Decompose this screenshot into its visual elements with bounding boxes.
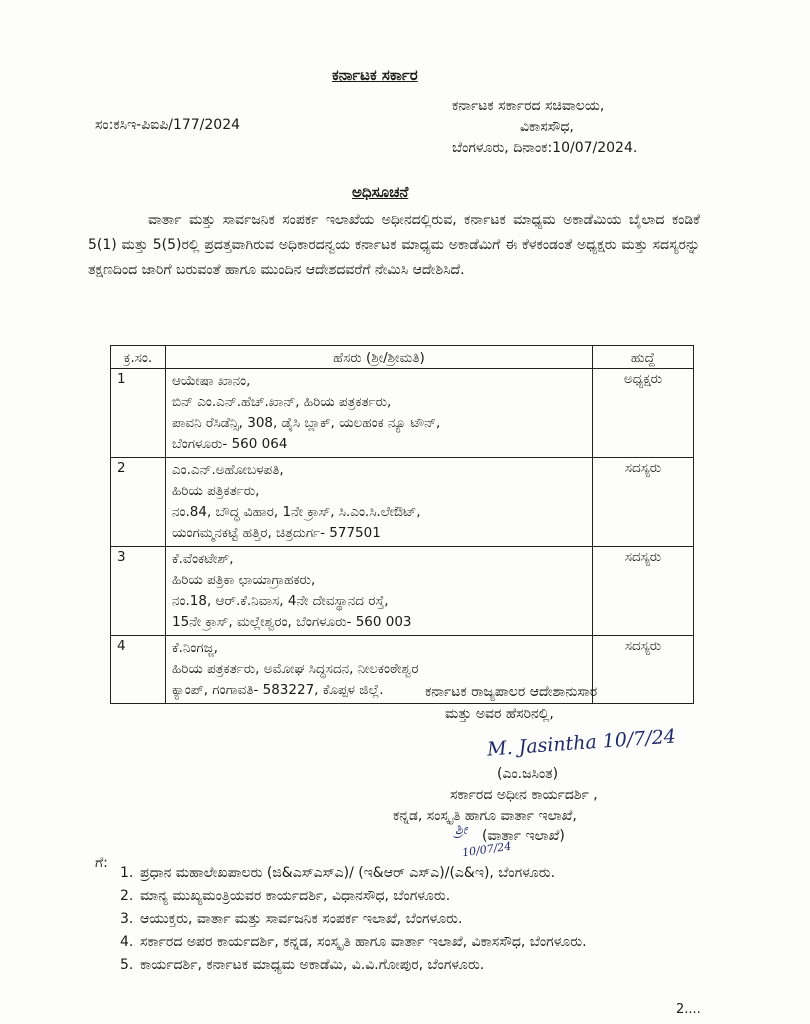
row-line: ಕೆ.ವೆಂಕಟೇಶ್, bbox=[172, 551, 234, 567]
signatory-subdepartment: (ವಾರ್ತಾ ಇಲಾಖೆ) bbox=[482, 828, 565, 844]
list-item bbox=[95, 885, 715, 908]
list-item bbox=[95, 908, 715, 931]
row-line: ನಂ.84, ಬೌದ್ಧ ವಿಹಾರ, 1ನೇ ಕ್ರಾಸ್, ಸಿ.ಎಂ.ಸಿ.ಲೇಔಟ್, bbox=[172, 504, 421, 520]
handwritten-signature: M. Jasintha 10/7/24 bbox=[486, 725, 677, 761]
row-post: ಸದಸ್ಯರು bbox=[593, 547, 694, 636]
list-item-text: ಮಾನ್ಯ ಮುಖ್ಯಮಂತ್ರಿಯವರ ಕಾರ್ಯದರ್ಶಿ, ವಿಧಾನಸೌಧ, ಬೆಂಗಳೂರು. bbox=[140, 888, 451, 904]
order-line-1: ಕರ್ನಾಟಕ ರಾಜ್ಯಪಾಲರ ಆದೇಶಾನುಸಾರ bbox=[425, 684, 598, 700]
list-item-number: 3. bbox=[120, 911, 134, 927]
table-row bbox=[111, 547, 694, 636]
row-post: ಸದಸ್ಯರು bbox=[593, 636, 694, 704]
signatory-designation: ಸರ್ಕಾರದ ಅಧೀನ ಕಾರ್ಯದರ್ಶಿ , bbox=[450, 787, 598, 803]
table-header-row bbox=[111, 346, 694, 369]
list-item-text: ಪ್ರಧಾನ ಮಹಾಲೇಖಪಾಲರು (ಜಿ&ಎಸ್‌ಎಸ್‌ಎ)/ (ಇ&ಆರ್ ಎಸ್‌ಎ)/(ಎ&ಇ), ಬೆಂಗಳೂರು. bbox=[140, 865, 556, 881]
list-item-number: 2. bbox=[120, 888, 134, 904]
table-row bbox=[111, 636, 694, 704]
address-date-line: ಬೆಂಗಳೂರು, ದಿನಾಂಕ:10/07/2024. bbox=[452, 140, 638, 156]
copies-label: ಗೆ: bbox=[95, 855, 108, 871]
row-serial: 2 bbox=[111, 458, 166, 547]
list-item-number: 4. bbox=[120, 934, 134, 950]
row-line: ಕೆ.ನಿಂಗಜ್ಜ, bbox=[172, 640, 218, 656]
table-row bbox=[111, 458, 694, 547]
initial-date: 10/07/24 bbox=[461, 839, 513, 860]
page-number: 2.... bbox=[676, 1002, 701, 1017]
row-line: ಎಂ.ಎನ್.ಅಹೋಬಳಪತಿ, bbox=[172, 462, 284, 478]
row-name-cell bbox=[166, 458, 593, 547]
row-line: ಆಯೇಷಾ ಖಾನಂ, bbox=[172, 373, 251, 389]
row-line: 15ನೇ ಕ್ರಾಸ್, ಮಲ್ಲೇಶ್ವರಂ, ಬೆಂಗಳೂರು- 560 003 bbox=[172, 614, 412, 630]
copies-list bbox=[95, 858, 715, 977]
address-line-2: ವಿಕಾಸಸೌಧ, bbox=[520, 119, 574, 135]
row-line: ಬಿನ್ ಎಂ.ಎನ್.ಹೆಚ್.ಖಾನ್, ಹಿರಿಯ ಪತ್ರಕರ್ತರು, bbox=[172, 394, 392, 410]
list-item bbox=[95, 954, 715, 977]
list-item-text: ಆಯುಕ್ತರು, ವಾರ್ತಾ ಮತ್ತು ಸಾರ್ವಜನಿಕ ಸಂಪರ್ಕ ಇಲಾಖೆ, ಬೆಂಗಳೂರು. bbox=[140, 911, 463, 927]
header-post: ಹುದ್ದೆ bbox=[593, 346, 694, 369]
document-title: ಕರ್ನಾಟಕ ಸರ್ಕಾರ bbox=[332, 66, 418, 84]
signatory-department: ಕನ್ನಡ, ಸಂಸ್ಕೃತಿ ಹಾಗೂ ವಾರ್ತಾ ಇಲಾಖೆ, bbox=[393, 808, 577, 824]
row-line: ಕ್ಯಾಂಪ್, ಗಂಗಾವತಿ- 583227, ಕೊಪ್ಪಳ ಜಿಲ್ಲೆ. bbox=[172, 682, 384, 698]
signatory-name: (ಎಂ.ಜಸಿಂತ) bbox=[497, 766, 559, 782]
order-line-2: ಮತ್ತು ಅವರ ಹೆಸರಿನಲ್ಲಿ, bbox=[445, 706, 554, 722]
row-line: ಬೆಂಗಳೂರು- 560 064 bbox=[172, 436, 288, 452]
row-serial: 3 bbox=[111, 547, 166, 636]
members-table bbox=[110, 345, 694, 704]
row-line: ಪಾವನಿ ರೆಸಿಡೆನ್ಸಿ, 308, ಡೈಸಿ ಬ್ಲಾಕ್, ಯಲಹಂಕ ನ್ಯೂ ಟೌನ್, bbox=[172, 415, 441, 431]
header-serial: ಕ್ರ.ಸಂ. bbox=[111, 346, 166, 369]
list-item-text: ಸರ್ಕಾರದ ಅಪರ ಕಾರ್ಯದರ್ಶಿ, ಕನ್ನಡ, ಸಂಸ್ಕೃತಿ ಹಾಗೂ ವಾರ್ತಾ ಇಲಾಖೆ, ವಿಕಾಸಸೌಧ, ಬೆಂಗಳೂರು. bbox=[140, 934, 587, 950]
row-name-cell bbox=[166, 547, 593, 636]
reference-number: ಸಂ:ಕಸಿಇ-ಪಿಐಪಿ/177/2024 bbox=[95, 117, 241, 133]
list-item-number: 5. bbox=[120, 957, 134, 973]
list-item bbox=[95, 862, 715, 885]
row-line: ನಂ.18, ಆರ್.ಕೆ.ನಿವಾಸ, 4ನೇ ದೇವಸ್ಥಾನದ ರಸ್ತೆ, bbox=[172, 593, 389, 609]
row-name-cell bbox=[166, 369, 593, 458]
header-name: ಹೆಸರು (ಶ್ರೀ/ಶ್ರೀಮತಿ) bbox=[166, 346, 593, 369]
row-line: ಯಂಗಮ್ಮನಕಟ್ಟೆ ಹತ್ತಿರ, ಚಿತ್ರದುರ್ಗ- 577501 bbox=[172, 525, 381, 541]
row-line: ಹಿರಿಯ ಪತ್ರಕರ್ತರು, ಅಮೋಘ ಸಿದ್ಧಸದನ, ನೀಲಕಂಠೇಶ್ವರ bbox=[172, 661, 419, 677]
notification-heading: ಅಧಿಸೂಚನೆ bbox=[352, 183, 409, 201]
row-post: ಅಧ್ಯಕ್ಷರು bbox=[593, 369, 694, 458]
list-item-text: ಕಾರ್ಯದರ್ಶಿ, ಕರ್ನಾಟಕ ಮಾಧ್ಯಮ ಅಕಾಡೆಮಿ, ವಿ.ವಿ.ಗೋಪುರ, ಬೆಂಗಳೂರು. bbox=[140, 957, 485, 973]
row-post: ಸದಸ್ಯರು bbox=[593, 458, 694, 547]
row-line: ಹಿರಿಯ ಪತ್ರಿಕರ್ತರು, bbox=[172, 483, 260, 499]
initial-mark: ಶ್ರೀ bbox=[455, 822, 468, 838]
address-line-1: ಕರ್ನಾಟಕ ಸರ್ಕಾರದ ಸಚಿವಾಲಯ, bbox=[452, 98, 605, 114]
list-item-number: 1. bbox=[120, 865, 134, 881]
row-line: ಹಿರಿಯ ಪತ್ರಿಕಾ ಛಾಯಾಗ್ರಾಹಕರು, bbox=[172, 572, 316, 588]
row-serial: 1 bbox=[111, 369, 166, 458]
notification-body: ವಾರ್ತಾ ಮತ್ತು ಸಾರ್ವಜನಿಕ ಸಂಪರ್ಕ ಇಲಾಖೆಯ ಅಧೀನದಲ್ಲಿರುವ, ಕರ್ನಾಟಕ ಮಾಧ್ಯಮ ಅಕಾಡೆಮಿಯ ಬೈಲಾದ ಕಂಡಿಕೆ 5(1) ಮತ್ತು 5(5)ರಲ್ಲಿ ಪ್ರದತ್ತವಾಗಿರುವ ಅಧಿಕಾರದನ್ವಯ ಕರ್ನಾಟಕ ಮಾಧ್ಯಮ ಅಕಾಡೆಮಿಗೆ ಈ ಕೆಳಕಂಡಂತೆ ಅಧ್ಯಕ್ಷರು ಮತ್ತು ಸದಸ್ಯರನ್ನು ತಕ್ಷಣದಿಂದ ಜಾರಿಗೆ ಬರುವಂತೆ ಹಾಗೂ ಮುಂದಿನ ಆದೇಶದವರೆಗೆ ನೇಮಿಸಿ ಆದೇಶಿಸಿದೆ. bbox=[88, 212, 700, 278]
list-item bbox=[95, 931, 715, 954]
table-row bbox=[111, 369, 694, 458]
row-serial: 4 bbox=[111, 636, 166, 704]
